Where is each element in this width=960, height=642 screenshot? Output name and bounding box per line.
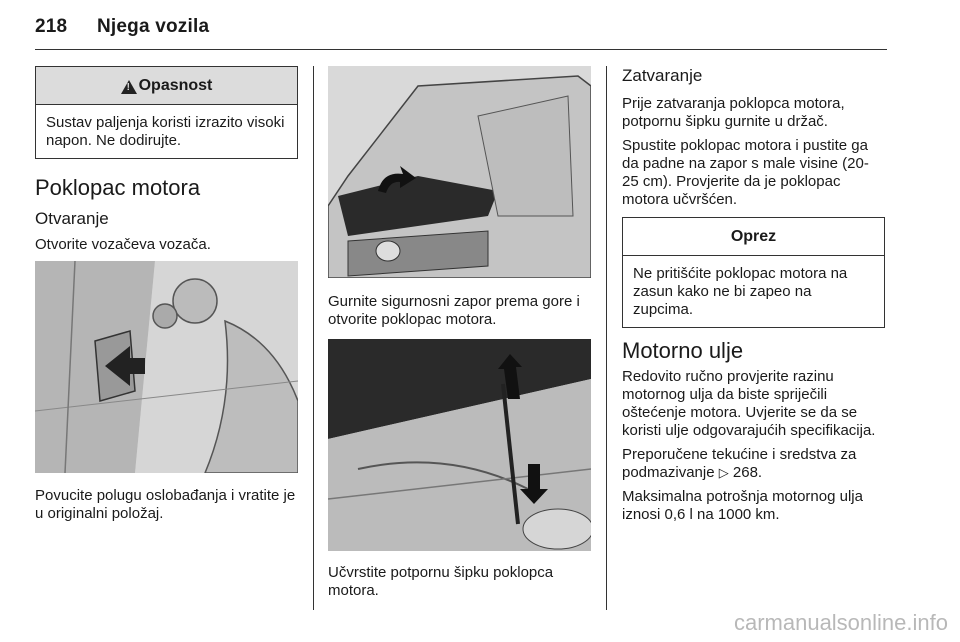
column-3 bbox=[622, 66, 885, 524]
section-title-engine-oil: Motorno ulje bbox=[622, 338, 744, 363]
danger-box-text: Sustav paljenja koristi izrazito visoki napon. Ne dodirujte. bbox=[46, 114, 285, 149]
caution-box-text: Ne pritišćite poklopac motora na zasun kako ne bi zapeo na zupcima. bbox=[633, 265, 848, 318]
watermark: carmanualsonline.info bbox=[733, 610, 948, 635]
section-title-hood: Poklopac motora bbox=[35, 175, 201, 200]
caution-box bbox=[622, 217, 885, 328]
oil-para-1: Redovito ručno provjerite razinu motornog ulja da biste spriječili oštećenje motora. Uvjerite se da se koristi ulje odgovarajućih specifikacija. bbox=[622, 368, 876, 439]
illustration-release-lever bbox=[35, 261, 298, 473]
oil-para-2 bbox=[622, 446, 885, 482]
illustration-support-rod bbox=[328, 339, 591, 551]
subsection-title-opening: Otvaranje bbox=[35, 209, 109, 228]
danger-box bbox=[35, 66, 298, 159]
column-1 bbox=[35, 66, 298, 254]
subsection-title-closing: Zatvaranje bbox=[622, 66, 703, 85]
column-divider-1 bbox=[313, 66, 314, 610]
caption-release-lever: Povucite polugu oslobađanja i vratite je u originalni položaj. bbox=[35, 487, 296, 522]
closing-para-2: Spustite poklopac motora i pustite ga da padne na zapor s male visine (20-25 cm). Provjerite da je poklopac motora učvršćen. bbox=[622, 137, 869, 208]
page-title: Njega vozila bbox=[97, 16, 210, 37]
danger-box-title: Opasnost bbox=[138, 76, 213, 94]
caption-support-rod: Učvrstite potpornu šipku poklopca motora. bbox=[328, 564, 554, 599]
danger-box-header bbox=[36, 67, 297, 105]
page-reference-icon: ▷ bbox=[718, 465, 729, 480]
column-divider-2 bbox=[606, 66, 607, 610]
page-header bbox=[35, 16, 209, 38]
caption-safety-catch: Gurnite sigurnosni zapor prema gore i otvorite poklopac motora. bbox=[328, 293, 580, 328]
page-reference[interactable]: 268. bbox=[732, 464, 763, 481]
intro-text: Otvorite vozačeva vozača. bbox=[35, 236, 211, 253]
page-number: 218 bbox=[35, 16, 68, 37]
oil-para-3: Maksimalna potrošnja motornog ulja iznosi 0,6 l na 1000 km. bbox=[622, 488, 863, 523]
closing-para-1: Prije zatvaranja poklopca motora, potpornu šipku gurnite u držač. bbox=[622, 95, 845, 130]
illustration-van-hood bbox=[328, 66, 591, 278]
oil-para-2-text: Preporučene tekućine i sredstva za podmazivanje bbox=[622, 446, 857, 481]
caution-box-title: Oprez bbox=[623, 218, 884, 256]
warning-triangle-icon bbox=[121, 80, 137, 94]
header-rule bbox=[35, 49, 887, 50]
